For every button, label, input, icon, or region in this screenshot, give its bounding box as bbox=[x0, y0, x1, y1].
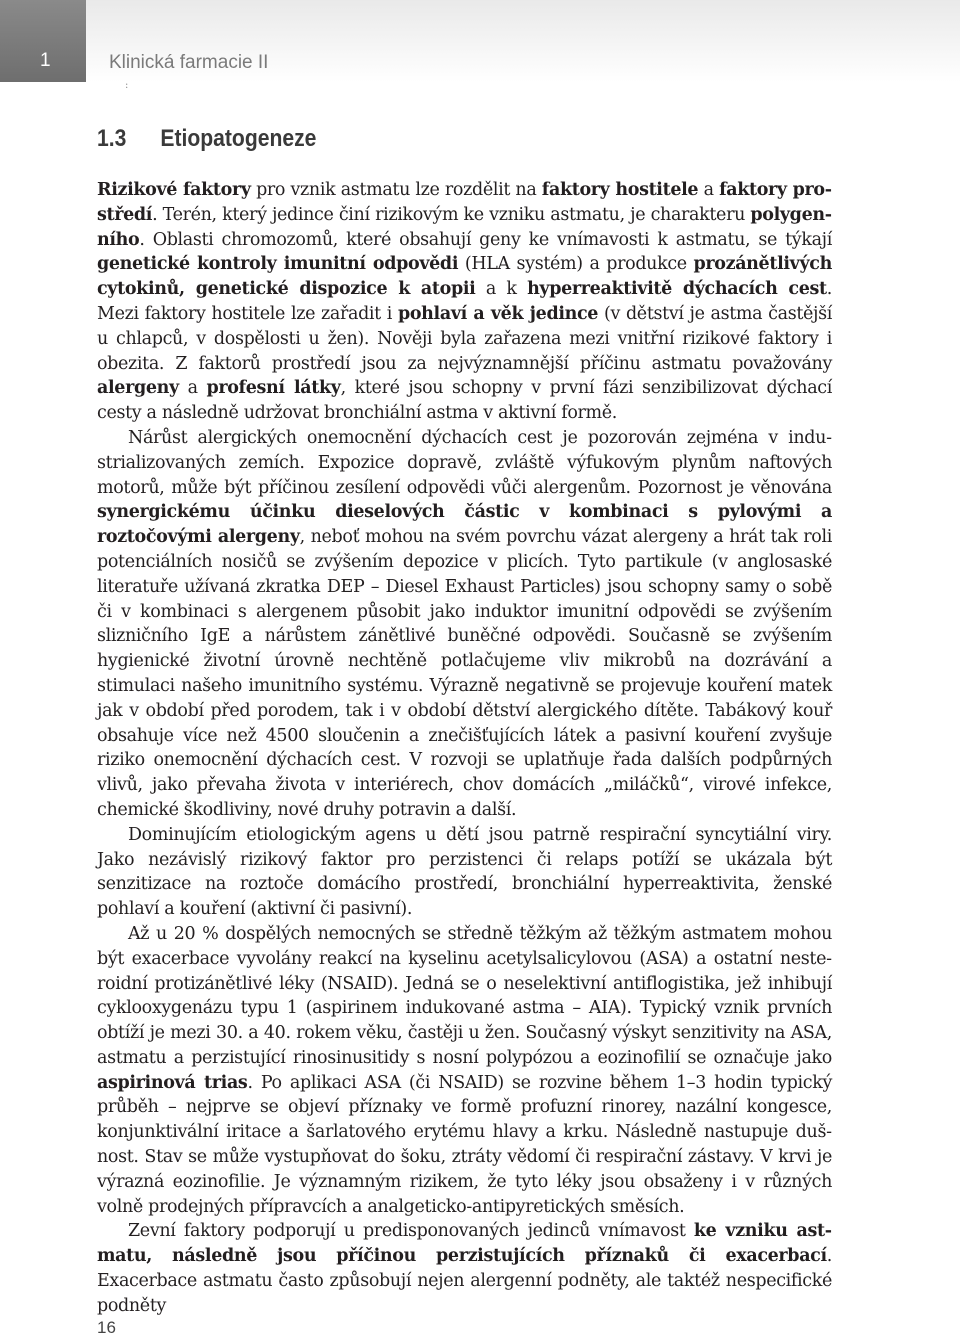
section-heading bbox=[97, 125, 316, 153]
term: faktory hostitele bbox=[541, 180, 699, 200]
chapter-number: 1 bbox=[40, 50, 51, 71]
text: . Terén, který jedince činí rizikovým ke vzniku astmatu, je charakteru bbox=[152, 204, 751, 225]
term: hyperreaktivitě dýchacích cest bbox=[527, 279, 827, 300]
text: , které jsou schopny v první fázi senzibilizovat dýchací cesty a následně udržovat bronchiální astma v aktivní formě. bbox=[97, 378, 833, 424]
term: aspirinová trias bbox=[97, 1072, 248, 1093]
term: faktory prostředí bbox=[97, 180, 833, 225]
text: Až u 20 % dospělých nemocných se středně těžkým až těžkým astmatem mohou být exacerbace vyvolány reakcí na kyselinu acetylsalicylovou (ASA) a ostatní nesteroidní protizánětlivé léky (NSAID). Jedná se o neselektivní antiflogistika, jež inhibují cyklooxygenázu typu 1 (aspirinem indukované astma – AIA). Typický vznik prvních obtíží je mezi 30. a 40. rokem věku, častěji u žen. Současný výskyt senzitivity na ASA, astmatu a perzistující rinosinusitidy s nosní polypózou a eozinofilií se označuje jako bbox=[97, 923, 832, 1068]
text: (HLA systém) a produkce bbox=[458, 254, 694, 275]
section-number: 1.3 bbox=[97, 125, 127, 152]
paragraph-aspirin bbox=[97, 922, 832, 1220]
page-number: 16 bbox=[97, 1318, 116, 1337]
running-title: Klinická farmacie II bbox=[109, 52, 269, 73]
text: . Mezi faktory hostitele lze zařadit i bbox=[97, 279, 832, 324]
text: Dominujícím etiologickým agens u dětí jsou patrně respirační syncytiální viry. Jako nezávislý rizikový faktor pro perzistenci či relaps potíží se ukázala být senzitizace na roztoče domácího prostředí, bronchiální hyperreaktivita, ženské pohlaví a kouření (aktivní či pasivní). bbox=[97, 824, 832, 920]
text: (v dětství je astma častější u chlapců, v dospělosti u žen). Nověji byla zařazena mezi vnitřní rizikové faktory i obezita. Z faktorů prostředí jsou za nejvýznamnější příčinu astmatu považovány bbox=[97, 303, 832, 374]
body-text bbox=[97, 178, 832, 1319]
paragraph-children bbox=[97, 823, 832, 922]
term: alergeny bbox=[97, 378, 179, 399]
text: Zevní faktory podporují u predisponovaných jedinců vnímavost bbox=[128, 1221, 694, 1242]
text: a k bbox=[475, 279, 528, 300]
term: ke vzniku astmatu, následně jsou příčinou perzistujících příznaků či exacerbací bbox=[97, 1221, 832, 1267]
paragraph-risk-factors bbox=[97, 178, 832, 426]
paragraph-allergy-increase bbox=[97, 426, 832, 823]
term: Rizikové faktory bbox=[97, 180, 251, 200]
text: . Oblasti chromozomů, které obsahují geny ke vnímavosti k astmatu, se týkají bbox=[139, 229, 832, 250]
text: . Exacerbace astmatu často způsobují nejen alergenní podněty, ale taktéž nespecifické podněty bbox=[97, 1246, 832, 1316]
paragraph-external-factors bbox=[97, 1219, 832, 1318]
text: a bbox=[178, 378, 207, 399]
term: profesní látky bbox=[206, 378, 341, 399]
text: pro vznik astmatu lze rozdělit na bbox=[250, 180, 542, 200]
header-colon: : bbox=[125, 80, 129, 91]
term: genetické kontroly imunitní odpovědi bbox=[97, 254, 459, 275]
term: synergickému účinku dieselových částic v kombinaci s pylovými a roztočovými alergeny bbox=[97, 502, 832, 548]
text: a bbox=[698, 180, 720, 200]
term: prozánětlivých cytokinů, genetické dispozice k atopii bbox=[97, 254, 832, 300]
term: polygenního bbox=[97, 204, 832, 250]
term: pohlaví a věk jedince bbox=[397, 303, 599, 324]
text: Nárůst alergických onemocnění dýchacích cest je pozorován zejména v industrializovaných zemích. Expozice dopravě, zvláště výfukovým plynům naftových motorů, může být příčinou zesílení odpovědi vůči alergenům. Pozornost je věnována bbox=[97, 427, 832, 498]
text: . Po aplikaci ASA (či NSAID) se rozvine během 1–3 hodin typický průběh – nejprve se objeví příznaky ve formě profuzní rinorey, nazální kongesce, konjunktivální iritace a šarlatového erytému hlavy a krku. Následně nastupuje dušnost. Stav se může vystupňovat do šoku, ztráty vědomí či respirační zástavy. V krvi je výrazná eozinofilie. Je významným rizikem, že tyto léky jsou obsaženy i v různých volně prodejných přípravcích a analgeticko-antipyretických směsích. bbox=[97, 1072, 833, 1217]
text: , neboť mohou na svém povrchu vázat alergeny a hrát tak roli potenciálních nosičů se zvýšením depozice v plicích. Tyto partikule (v anglosaské literatuře užívaná zkratka DEP – Diesel Exhaust Particles) jsou schopny samy o sobě či v kombinaci s alergenem působit jako induktor imunitní odpovědi se zvýšením slizničního IgE a nárůstem zánětlivé buněčné odpovědi. Současně se zvýšením hygienické životní úrovně nechtěně potlačujeme vliv mikrobů na dozrávání a stimulaci našeho imunitního systému. Výrazně negativně se projevuje kouření matek jak v období před porodem, tak i v období dětství alergického dítěte. Tabákový kouř obsahuje více než 4500 sloučenin a znečišťujících látek a pasivní kouření zvyšuje riziko onemocnění dýchacích cest. V rozvoji se uplatňuje řada dalších podpůrných vlivů, jako převaha života v interiérech, chov domácích „miláčků“, virové infekce, chemické škodliviny, nové druhy potravin a další. bbox=[97, 527, 832, 820]
section-title: Etiopatogeneze bbox=[160, 125, 317, 152]
